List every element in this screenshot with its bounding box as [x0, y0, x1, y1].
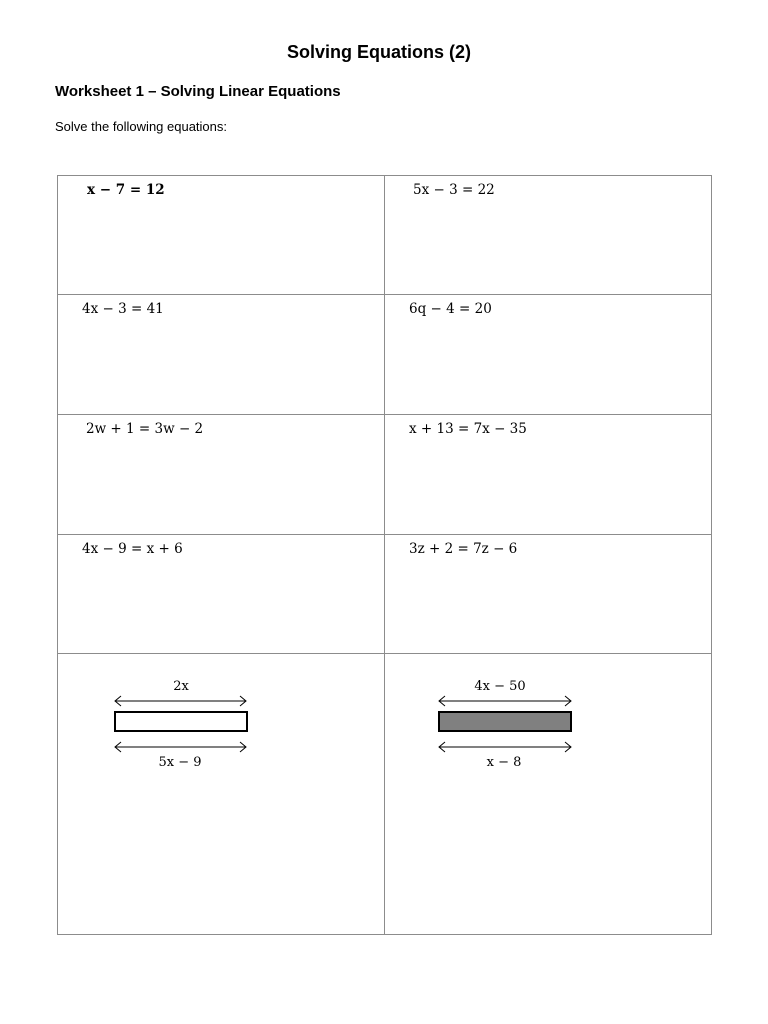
bar-diagram: [385, 654, 711, 933]
diagram-cell: [385, 654, 712, 934]
bar-rectangle: [439, 712, 571, 731]
equation: 6q − 4 = 20: [409, 301, 492, 317]
top-double-arrow-icon: [115, 696, 246, 706]
bottom-length-label: x − 8: [486, 755, 522, 770]
diagram-cell: [58, 654, 385, 934]
page-title: Solving Equations (2): [286, 42, 471, 62]
equations-grid: [57, 175, 712, 935]
equation-cell: [58, 176, 385, 295]
equation: 4x − 9 = x + 6: [82, 541, 183, 557]
equation-cell: [58, 415, 385, 535]
equation: x − 7 = 12: [87, 182, 165, 198]
bar-rectangle: [115, 712, 247, 731]
top-double-arrow-icon: [439, 696, 571, 706]
equation-cell: [58, 295, 385, 415]
equation: x + 13 = 7x − 35: [409, 421, 527, 437]
instruction-text: Solve the following equations:: [55, 119, 228, 134]
bottom-double-arrow-icon: [115, 742, 246, 752]
equation-cell: [385, 415, 712, 535]
equation-cell: [58, 535, 385, 654]
equation-cell: [385, 176, 712, 295]
equation: 2w + 1 = 3w − 2: [86, 421, 204, 437]
equation-cell: [385, 535, 712, 654]
bar-diagram: [58, 654, 384, 933]
top-length-label: 2x: [173, 679, 189, 694]
equation: 5x − 3 = 22: [413, 182, 495, 198]
equation: 4x − 3 = 41: [82, 301, 164, 317]
bottom-double-arrow-icon: [439, 742, 571, 752]
equation: 3z + 2 = 7z − 6: [409, 541, 518, 557]
bottom-length-label: 5x − 9: [158, 755, 202, 770]
worksheet-subtitle: Worksheet 1 – Solving Linear Equations: [55, 83, 341, 100]
top-length-label: 4x − 50: [474, 679, 526, 694]
equation-cell: [385, 295, 712, 415]
